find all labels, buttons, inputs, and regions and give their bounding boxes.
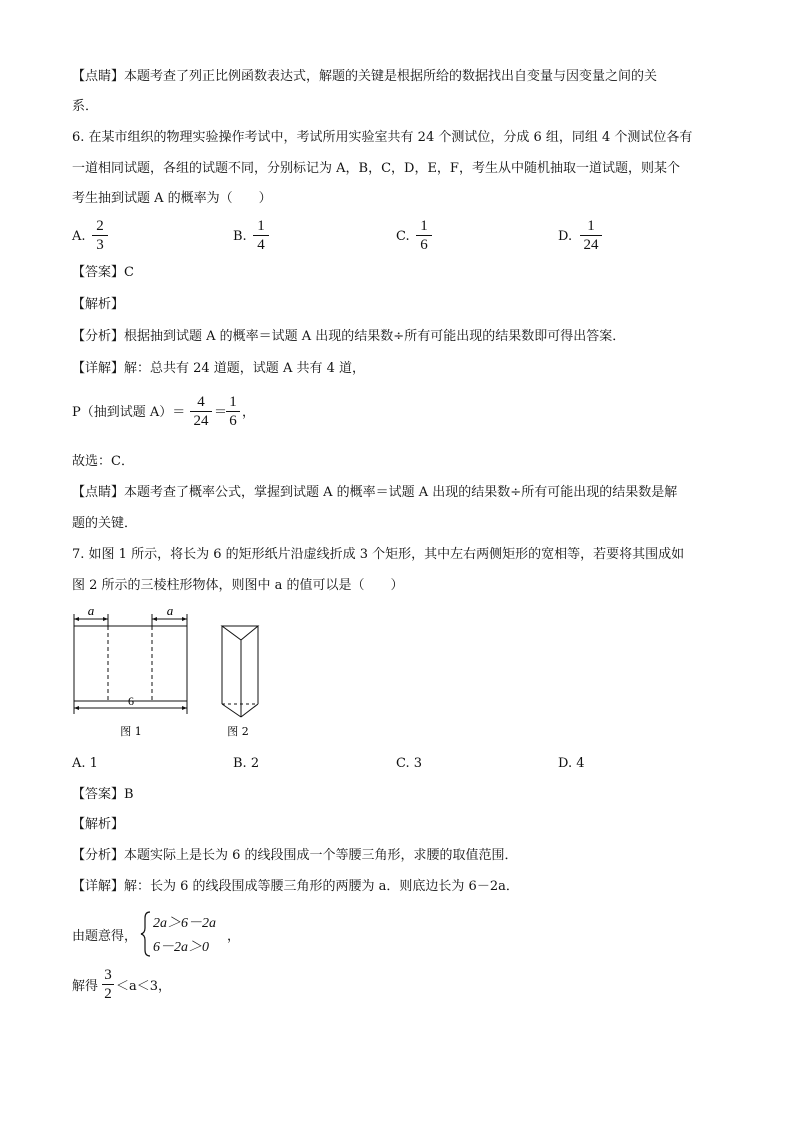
option-label: D. (558, 756, 573, 771)
q7-xiangjie: 【详解】解：长为 6 的线段围成等腰三角形的两腰为 a．则底边长为 6－2a． (72, 879, 519, 894)
q6-option-c-label: C. (396, 229, 410, 244)
paper-rectangle (74, 626, 187, 701)
denominator: 6 (420, 237, 428, 253)
denominator: 3 (96, 237, 104, 253)
fraction-bar (580, 235, 602, 236)
q7-option-c (396, 755, 422, 773)
denominator: 2 (104, 986, 112, 1002)
label-a-left: a (87, 604, 95, 618)
q5-dianjing-line2: 系． (72, 99, 99, 114)
q7-figure-1 (66, 604, 196, 744)
fraction-bar (102, 984, 114, 985)
q6-prob-fraction-2 (226, 394, 240, 429)
q6-choose: 故选：C． (72, 454, 134, 469)
fraction-bar (92, 235, 108, 236)
option-label: B. (233, 756, 247, 771)
q7-analysis-heading: 【解析】 (72, 817, 125, 832)
arrowhead (74, 706, 79, 710)
q6-prob-comma: ， (242, 405, 256, 420)
q6-option-b-fraction (253, 218, 269, 253)
q7-stem-line1: 7. 如图 1 所示，将长为 6 的矩形纸片沿虚线折成 3 个矩形，其中左右两侧矩形的宽相等，若要将其围成如 (72, 547, 685, 562)
option-label: C. (396, 756, 410, 771)
denominator: 24 (193, 413, 209, 429)
q7-solution-rest: ＜a＜3， (116, 979, 172, 994)
q7-inequality-2: 6－2a＞0 (153, 940, 209, 955)
numerator: 1 (229, 394, 237, 410)
option-value: 4 (576, 756, 585, 771)
q6-prob-fraction-1 (190, 394, 212, 429)
q7-answer: 【答案】B (72, 787, 134, 802)
q6-prob-prefix: P（抽到试题 A）＝ (72, 405, 186, 420)
q6-stem-line1: 6. 在某市组织的物理实验操作考试中，考试所用实验室共有 24 个测试位，分成 6 组，同组 4 个测试位各有 (72, 130, 693, 145)
option-label: A. (72, 756, 86, 771)
q6-prob-equals: ＝ (214, 405, 228, 420)
prism-bottom-left (222, 704, 241, 717)
q6-stem-line2: 一道相同试题，各组的试题不同，分别标记为 A，B，C，D，E，F，考生从中随机抽取一道试题，则某个 (72, 161, 680, 176)
numerator: 3 (104, 967, 112, 983)
q7-option-a (72, 755, 98, 773)
q6-option-a-label: A. (72, 229, 86, 244)
q7-yiti: 由题意得， (72, 929, 138, 944)
denominator: 6 (229, 413, 237, 429)
denominator: 4 (257, 237, 265, 253)
q6-option-d-fraction (580, 218, 602, 253)
q6-option-b-label: B. (233, 229, 247, 244)
q6-dianjing-line2: 题的关键． (72, 516, 138, 531)
q6-answer: 【答案】C (72, 265, 134, 280)
figure-1-caption: 图 1 (120, 725, 142, 738)
q6-dianjing-line1: 【点睛】本题考查了概率公式，掌握到试题 A 的概率＝试题 A 出现的结果数÷所有可能出现的结果数是解 (72, 485, 678, 500)
label-six: 6 (128, 694, 134, 708)
q7-system-comma: ， (227, 929, 241, 944)
q7-inequality-1: 2a＞6－2a (153, 916, 216, 931)
label-a-right: a (166, 604, 174, 618)
q6-analysis-heading: 【解析】 (72, 297, 125, 312)
prism-top-face (222, 626, 258, 640)
fraction-bar (416, 235, 432, 236)
arrowhead (152, 617, 157, 621)
q6-fenxi: 【分析】根据抽到试题 A 的概率＝试题 A 出现的结果数÷所有可能出现的结果数即可得出答案． (72, 329, 626, 344)
q6-option-a-fraction (92, 218, 108, 253)
q5-dianjing-line1: 【点睛】本题考查了列正比例函数表达式，解题的关键是根据所给的数据找出自变量与因变量之间的关 (72, 69, 658, 84)
numerator: 1 (257, 218, 265, 234)
numerator: 1 (587, 218, 595, 234)
arrowhead (103, 617, 108, 621)
q6-stem-line3: 考生抽到试题 A 的概率为（ ） (72, 191, 272, 206)
numerator: 1 (420, 218, 428, 234)
prism-bottom-right (241, 704, 258, 717)
option-value: 2 (250, 756, 260, 771)
q6-option-c-fraction (416, 218, 432, 253)
arrowhead (74, 617, 79, 621)
figure-2-caption: 图 2 (227, 725, 249, 738)
q6-xiangjie: 【详解】解：总共有 24 道题，试题 A 共有 4 道， (72, 361, 365, 376)
arrowhead (182, 706, 187, 710)
left-brace-icon (140, 910, 152, 958)
q7-option-d (558, 755, 585, 773)
q7-fenxi: 【分析】本题实际上是长为 6 的线段围成一个等腰三角形，求腰的取值范围． (72, 848, 518, 863)
q7-option-b (233, 755, 259, 773)
arrowhead (182, 617, 187, 621)
q7-jiede: 解得 (72, 979, 99, 994)
fraction-bar (226, 411, 240, 412)
fraction-bar (190, 411, 212, 412)
option-value: 3 (413, 756, 423, 771)
q7-stem-line2: 图 2 所示的三棱柱形物体，则图中 a 的值可以是（ ） (72, 578, 404, 593)
denominator: 24 (583, 237, 599, 253)
q7-solution-fraction (102, 967, 114, 1002)
q6-option-d-label: D. (558, 229, 573, 244)
fraction-bar (253, 235, 269, 236)
option-value: 1 (89, 756, 98, 771)
numerator: 2 (96, 218, 104, 234)
q7-figure-2 (214, 618, 274, 744)
numerator: 4 (197, 394, 205, 410)
